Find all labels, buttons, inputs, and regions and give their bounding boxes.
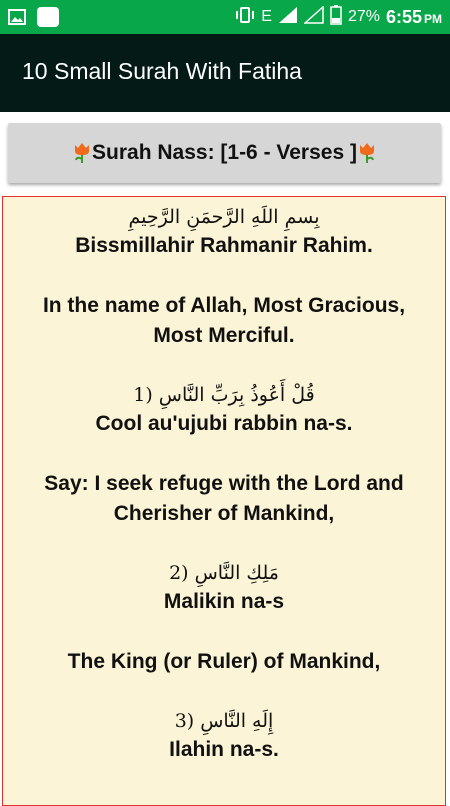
- verse-arabic: مَلِكِ النَّاسِ (2: [169, 562, 279, 584]
- surah-header-label: Surah Nass: [1-6 - Verses ]: [92, 141, 357, 164]
- tulip-icon: [73, 142, 91, 164]
- verse-arabic: إِلَهِ النَّاسِ (3: [174, 710, 274, 732]
- verse-transliteration: Cool au'ujubi rabbin na-s.: [95, 412, 353, 435]
- vibrate-icon: [235, 6, 255, 29]
- verse-transliteration: Ilahin na-s.: [169, 738, 279, 761]
- verse-transliteration: Malikin na-s: [163, 590, 285, 613]
- battery-icon: [330, 5, 342, 30]
- network-type: E: [261, 8, 272, 25]
- app-title: 10 Small Surah With Fatiha: [22, 58, 302, 84]
- status-bar: [0, 0, 450, 34]
- app-notification-icon: [36, 6, 60, 32]
- surah-text-panel[interactable]: [2, 196, 446, 806]
- image-notification-icon: [8, 9, 26, 29]
- surah-header-button[interactable]: [8, 123, 441, 183]
- bismillah-translation: In the name of Allah, Most Gracious, Most Merciful.: [42, 294, 406, 347]
- verse-translation: Say: I seek refuge with the Lord and Cherisher of Mankind,: [44, 472, 404, 525]
- clock-ampm: PM: [424, 11, 442, 26]
- app-bar: [0, 34, 450, 112]
- clock-time: 6:55: [385, 6, 422, 27]
- wifi-off-icon: [304, 6, 324, 29]
- verse-arabic: قُلْ أَعُوذُ بِرَبِّ النَّاسِ (1: [133, 384, 315, 406]
- verse-translation: The King (or Ruler) of Mankind,: [67, 650, 381, 673]
- tulip-icon: [358, 142, 376, 164]
- battery-percent: 27%: [347, 8, 380, 25]
- signal-icon: [278, 6, 298, 29]
- bismillah-transliteration: Bissmillahir Rahmanir Rahim.: [75, 234, 373, 257]
- bismillah-arabic: بِسمِ اللَهِ الرَّحمَنِ الرَّحِيمِ: [128, 206, 320, 228]
